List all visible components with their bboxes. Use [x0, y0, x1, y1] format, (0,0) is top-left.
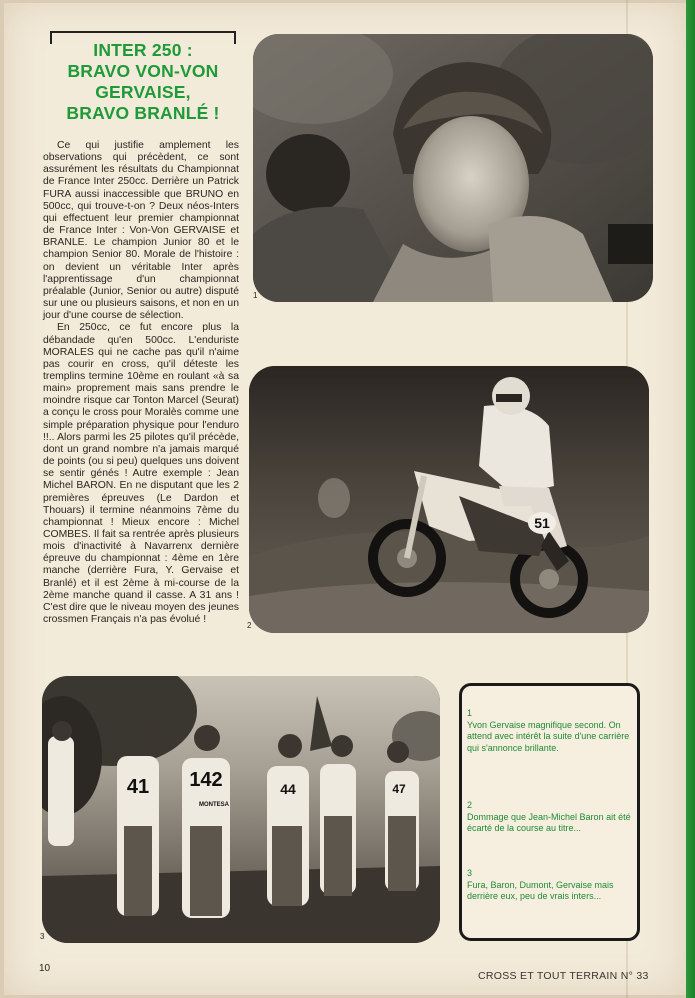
photo-1-number: 1	[253, 291, 258, 300]
title-line-2: BRAVO VON-VON	[67, 61, 219, 81]
photo-3-bib-3: 44	[280, 781, 296, 797]
title-bracket-top	[50, 31, 236, 33]
article-body	[43, 140, 239, 626]
photo-1-portrait	[253, 34, 653, 302]
body-paragraph-1: Ce qui justifie amplement les observations qui précèdent, ce sont assurément les résultats du Championnat de France Inter 250cc. Derrière un Patrick FURA aussi inaccessible que BRUNO en 500cc, qui trouve-t-on ? Deux néos-Inters qui effectuent leur premier championnat de France Inter : Von-Von GERVAISE et BRANLE. Le champion Junior 80 et le champion Senior 80. Morale de l'histoire : on devient un véritable Inter après l'apprentissage d'un championnat préalable (Junior, Senior ou autre) disputé sur une ou plusieurs saisons, et non en un jour d'une course de sélection.	[43, 140, 239, 322]
article-title	[56, 40, 230, 124]
caption-1-text: Yvon Gervaise magnifique second. On attend avec intérêt la suite d'une carrière qui s'annonce brillante.	[467, 719, 630, 753]
caption-3-text: Fura, Baron, Dumont, Gervaise mais derrière eux, peu de vrais inters...	[467, 879, 614, 901]
photo-1-image	[253, 34, 653, 302]
photo-3-shirt-text: MONTESA	[199, 802, 229, 808]
article-title-box	[50, 31, 236, 129]
photo-3-number: 3	[40, 932, 45, 941]
caption-1	[467, 708, 631, 754]
photo-3-bib-1: 41	[126, 776, 150, 798]
caption-3-number: 3	[467, 868, 473, 878]
photo-3-bib-2: 142	[189, 769, 223, 791]
title-line-1: INTER 250 :	[93, 40, 193, 60]
caption-2-text: Dommage que Jean-Michel Baron ait été écarté de la course au titre...	[467, 811, 631, 833]
title-line-3: GERVAISE,	[95, 82, 191, 102]
photo-2-number: 2	[247, 621, 252, 630]
caption-2	[467, 800, 631, 835]
photo-2-image	[249, 366, 649, 633]
magazine-footer: CROSS ET TOUT TERRAIN N° 33	[478, 970, 649, 982]
title-line-4: BRAVO BRANLÉ !	[66, 103, 220, 123]
green-page-edge	[686, 0, 695, 998]
photo-3-image	[42, 676, 440, 943]
photo-3-bib-4: 47	[392, 782, 406, 796]
title-bracket-left	[50, 31, 52, 44]
caption-box	[459, 683, 640, 941]
photo-3-group	[42, 676, 440, 943]
caption-2-number: 2	[467, 800, 473, 810]
body-paragraph-2: En 250cc, ce fut encore plus la débandade qu'en 500cc. L'enduriste MORALES qui ne cache pas qu'il n'aime pas courir en cross, qu'il déteste les tremplins termine 10ème en roulant «à sa main» proprement mais sans prendre le moindre risque car Tonton Marcel (Seurat) a conçu le cross pour Moralès comme une simple préparation physique pour l'enduro !!.. Alors parmi les 25 pilotes qu'il précède, dont un grand nombre n'a jamais marqué de points (ou si peu) quelques uns doivent se sentir génés ! Autre exemple : Jean Michel BARON. En ne disputant que les 2 premières épreuves (Le Dardon et Thouars) il termine néanmoins 7ème du championnat ! Mieux encore : Michel COMBES. Il fait sa rentrée après plusieurs mois d'inactivité à Navarrenx dernière épreuve du championnat : 4ème en 1ère manche (derrière Fura, Y. Gervaise et Branlé) et il est 2ème à mi-course de la 2ème manche quand il casse. A 31 ans ! C'est dire que le niveau moyen des jeunes crossmen Français n'a pas évolué !	[43, 322, 239, 626]
caption-3	[467, 868, 631, 903]
photo-2-rider	[249, 366, 649, 633]
title-bracket-right	[234, 31, 236, 44]
photo-2-bike-number: 51	[534, 515, 550, 531]
caption-1-number: 1	[467, 708, 473, 718]
page-number: 10	[39, 963, 51, 974]
